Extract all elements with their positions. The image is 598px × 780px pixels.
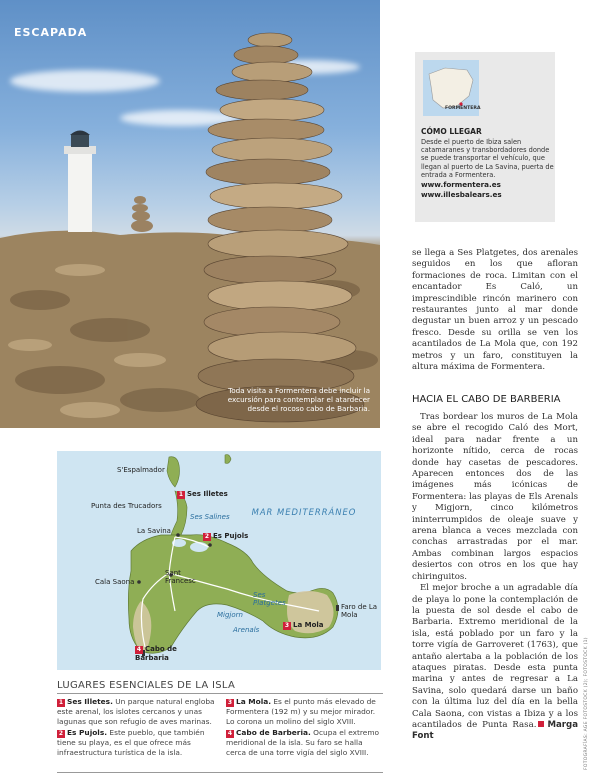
map-label-cala-saona: Cala Saona xyxy=(95,578,135,586)
section-heading: HACIA EL CABO DE BARBERIA xyxy=(412,394,561,405)
how-to-title: CÓMO LLEGAR xyxy=(421,127,482,136)
map-label-es-pujols: 2 Es Pujols xyxy=(204,532,249,540)
map-label-sea: MAR MEDITERRÁNEO xyxy=(251,507,357,517)
legend-item-text: Es el punto más elevado de Formentera (192 m) y su mejor mirador. Lo corona un molino del siglo XVIII. xyxy=(226,697,376,726)
island-shape xyxy=(57,451,381,670)
lighthouse-icon-mola xyxy=(336,605,339,611)
legend-divider xyxy=(57,693,383,694)
map-marker-2: 2 xyxy=(204,533,210,540)
link-formentera[interactable]: www.formentera.es xyxy=(421,180,501,190)
legend-number: 2 xyxy=(58,730,64,738)
island-map xyxy=(57,451,381,670)
how-to-text: Desde el puerto de Ibiza salen catamaranes y transbordadores donde se puede transportar el vehículo, que llegan al puerto de La Savina, puerta de entrada a Formentera. xyxy=(421,138,554,179)
section-tag: ESCAPADA xyxy=(14,26,88,39)
byline: Marga Font xyxy=(412,719,578,742)
stone-cairn-scene xyxy=(0,0,380,428)
map-label-cabo-barbaria: 4 Cabo de Barbaria xyxy=(135,645,177,662)
legend-column-left xyxy=(57,697,215,759)
hero-photo xyxy=(0,0,380,428)
locator-label: FORMENTERA xyxy=(445,106,481,111)
map-label-faro-mola: Faro de La Mola xyxy=(341,603,378,619)
map-label-trucadors: Punta des Trucadors xyxy=(91,502,162,510)
map-label-migjorn: Migjorn xyxy=(217,611,243,619)
map-label-ses-illetes: 1 Ses Illetes xyxy=(178,490,228,498)
legend-item-text: Ocupa el extremo meridional de la isla. Su faro se halla cerca de una torre vigía del siglo XVIII. xyxy=(226,728,380,757)
legend-item-text: Un parque natural engloba este arenal, los islotes cercanos y unas lagunas que son refugio de aves marinas. xyxy=(57,697,215,726)
legend-title: LUGARES ESENCIALES DE LA ISLA xyxy=(57,680,236,691)
map-label-la-mola: 3 La Mola xyxy=(284,621,324,629)
legend-number: 1 xyxy=(58,699,64,706)
town-dot-cala-saona xyxy=(137,580,141,584)
legend-item xyxy=(226,697,384,726)
map-marker-3: 3 xyxy=(284,622,290,629)
article-paragraph xyxy=(412,583,578,743)
map-label-arenals: Arenals xyxy=(233,626,260,634)
map-label-espalmador: S'Espalmador xyxy=(117,466,165,474)
locator-map xyxy=(423,60,479,116)
map-label-sant-francesc: Sant Francesc xyxy=(165,569,196,585)
legend-item-name: La Mola. xyxy=(236,697,272,706)
legend-item xyxy=(57,697,215,726)
how-to-content xyxy=(421,127,557,199)
article-paragraph: Tras bordear los muros de La Mola se abre el recogido Caló des Mort, ideal para nadar frente a un horizonte nítido, cerca de rocas donde hay casetas de pescadores. Aparecen entonces dos de las imágenes más icónicas de Formentera: las playas de Els Arenals y Migjorn, cinco kilómetros ininterrumpidos de oleaje suave y arena blanca a veces mezclada con conchas arrastradas por el mar. Ambas combinan largos espacios desiertos con otros en los que hay chiringuitos. xyxy=(412,412,578,582)
map-marker-1: 1 xyxy=(178,491,184,498)
legend-item-name: Ses Illetes. xyxy=(67,697,113,706)
legend-column-right xyxy=(226,697,384,759)
photo-credit: FOTOGRAFÍAS: AGE FOTOSTOCK (2); FOTOSTOCK (1) xyxy=(584,637,589,770)
link-illesbalears[interactable]: www.illesbalears.es xyxy=(421,189,502,199)
map-label-platgetes: Ses Platgetes xyxy=(253,591,286,607)
legend-item-name: Es Pujols. xyxy=(67,728,108,738)
article-paragraph-top: se llega a Ses Platgetes, dos arenales seguidos en los que afloran formaciones de roca. Limitan con el encantador Es Caló, un imprescindible rincón marinero con restaurantes junto al mar donde degustar un buen arroz y un pescado fresco. Desde su orilla se ven los acantilados de La Mola que, con 192 metros y un faro, constituyen la altura máxima de Formentera. xyxy=(412,248,578,373)
town-dot-es-pujols xyxy=(208,543,212,547)
map-marker-4: 4 xyxy=(136,646,142,653)
article-paragraph-text: El mejor broche a un agradable día de playa lo pone la contemplación de la puesta de sol desde el cabo de Barbaria. Extremo meridional de la isla, está poblado por un faro y la torre vigía de Garroveret (1763), que antaño alertaba a la población de los ataques piratas. Desde esta punta marina y antes de regresar a La Savina, solo quedará darse un baño con la última luz del día en la bella Cala Saona, con vistas a Ibiza y a los acantilados de Punta Rasa. xyxy=(412,583,578,730)
map-label-ses-salines: Ses Salines xyxy=(190,513,230,521)
legend-item-name: Cabo de Barberia. xyxy=(236,728,311,738)
legend-number: 3 xyxy=(227,699,233,706)
legend-item xyxy=(57,728,215,757)
byline-square-icon xyxy=(538,721,544,727)
legend-number: 4 xyxy=(227,730,233,738)
article-body xyxy=(412,412,578,743)
lighthouse xyxy=(64,131,96,233)
legend-item-text: Este pueblo, que también tiene su playa, es el que ofrece más infraestructura turística de la isla. xyxy=(57,728,205,757)
town-dot-la-savina xyxy=(176,533,180,537)
map-label-la-savina: La Savina xyxy=(137,527,171,535)
photo-caption: Toda visita a Formentera debe incluir la excursión para contemplar el atardecer desde el rocoso cabo de Barbaria. xyxy=(227,386,370,413)
bottom-divider xyxy=(57,772,383,773)
legend-item xyxy=(226,728,384,757)
